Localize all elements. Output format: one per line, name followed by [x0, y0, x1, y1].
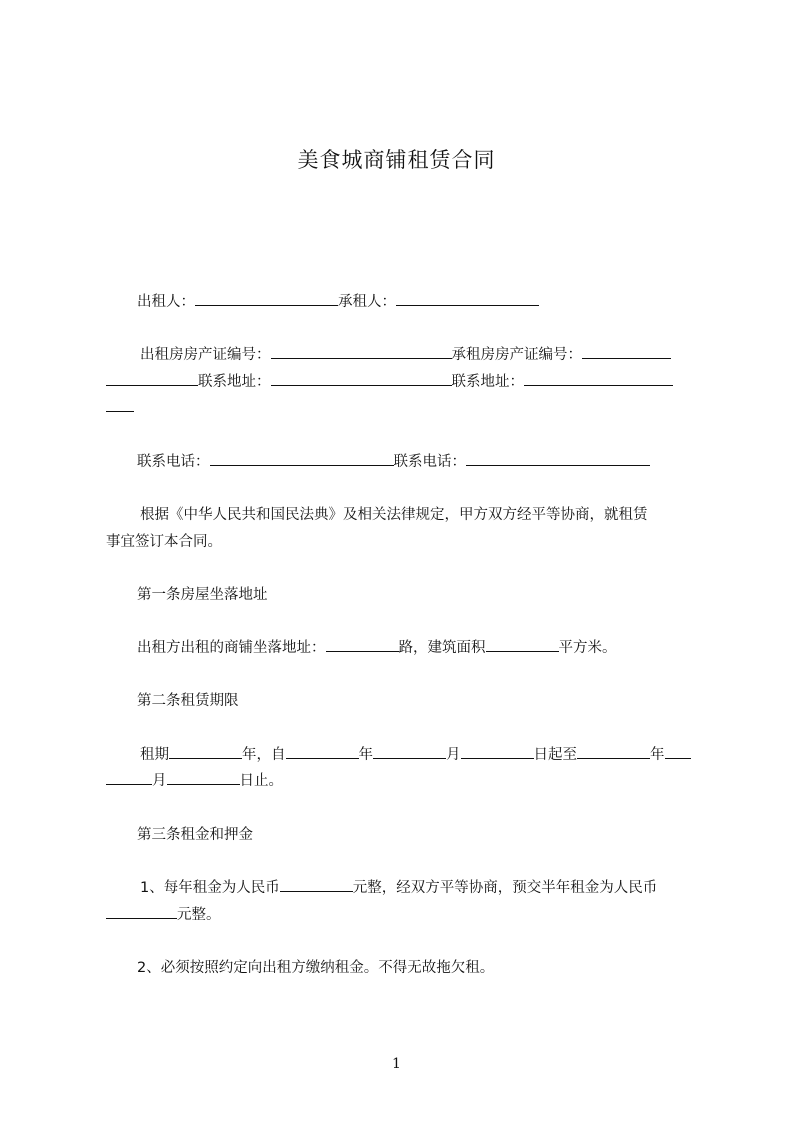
start-month-label: 月 [446, 747, 461, 763]
start-day-label: 日起至 [533, 747, 577, 763]
end-month-label: 月 [152, 773, 167, 789]
end-month-blank-cont [106, 772, 152, 785]
term-label: 租期 [140, 747, 169, 763]
lessor-cert-blank [271, 346, 452, 359]
article1-area-label: 路，建筑面积 [398, 640, 486, 656]
article1-address-label: 出租方出租的商铺坐落地址： [137, 640, 326, 656]
term-years-blank [169, 746, 242, 759]
parties-line [137, 293, 539, 311]
end-year-label: 年 [650, 747, 665, 763]
phone-label-1: 联系电话： [137, 454, 210, 470]
page-number: 1 [392, 1056, 401, 1072]
article1-heading: 第一条房屋坐落地址 [137, 587, 268, 603]
article3-item2: 2、必须按照约定向出租方缴纳租金。不得无故拖欠租。 [137, 960, 495, 976]
lessee-label: 承租人： [338, 294, 396, 310]
end-day-blank [167, 772, 240, 785]
article1-unit: 平方米。 [558, 640, 617, 656]
document-title: 美食城商铺租赁合同 [297, 148, 496, 172]
lessee-cert-blank [582, 346, 671, 359]
article2-heading: 第二条租赁期限 [137, 693, 239, 709]
article3-heading: 第三条租金和押金 [137, 827, 253, 843]
address-line [106, 373, 673, 391]
address-blank-2-cont [106, 399, 134, 412]
half-year-rent-blank [106, 906, 177, 919]
phone-blank-1 [210, 453, 394, 466]
start-year-label: 年 [358, 747, 373, 763]
annual-rent-label: 1、每年租金为人民币 [140, 880, 280, 896]
half-year-rent-label: 元整，经双方平等协商，预交半年租金为人民币 [352, 880, 658, 896]
start-day-blank [461, 746, 534, 759]
address-line-cont [106, 399, 134, 417]
term-from-label: 年，自 [242, 747, 286, 763]
article1-text [137, 639, 617, 657]
half-year-rent-unit: 元整。 [177, 907, 221, 923]
lessee-cert-label: 承租房房产证编号： [451, 347, 582, 363]
start-year-blank [286, 746, 359, 759]
address-blank-1 [271, 373, 452, 386]
start-month-blank [373, 746, 446, 759]
address-label-2: 联系地址： [451, 374, 524, 390]
lessor-cert-label: 出租房房产证编号： [140, 347, 271, 363]
preamble-line-1: 根据《中华人民共和国民法典》及相关法律规定，甲方双方经平等协商，就租赁 [140, 507, 648, 523]
phone-line [137, 453, 650, 471]
lessee-blank [396, 293, 539, 306]
lessee-cert-blank-cont [106, 373, 198, 386]
lessor-label: 出租人： [137, 294, 195, 310]
end-day-label: 日止。 [239, 773, 283, 789]
address-blank-2 [524, 373, 673, 386]
article2-text-cont [106, 772, 283, 790]
cert-line [140, 346, 671, 364]
article3-item1 [140, 879, 657, 897]
article2-text [140, 746, 691, 764]
phone-label-2: 联系电话： [393, 454, 466, 470]
end-month-blank [665, 746, 691, 759]
road-blank [326, 639, 399, 652]
end-year-blank [577, 746, 650, 759]
annual-rent-blank [280, 879, 353, 892]
preamble-line-2: 事宜签订本合同。 [106, 534, 222, 550]
area-blank [486, 639, 559, 652]
lessor-blank [195, 293, 338, 306]
article3-item1-cont [106, 906, 221, 924]
address-label-1: 联系地址： [198, 374, 271, 390]
phone-blank-2 [466, 453, 650, 466]
